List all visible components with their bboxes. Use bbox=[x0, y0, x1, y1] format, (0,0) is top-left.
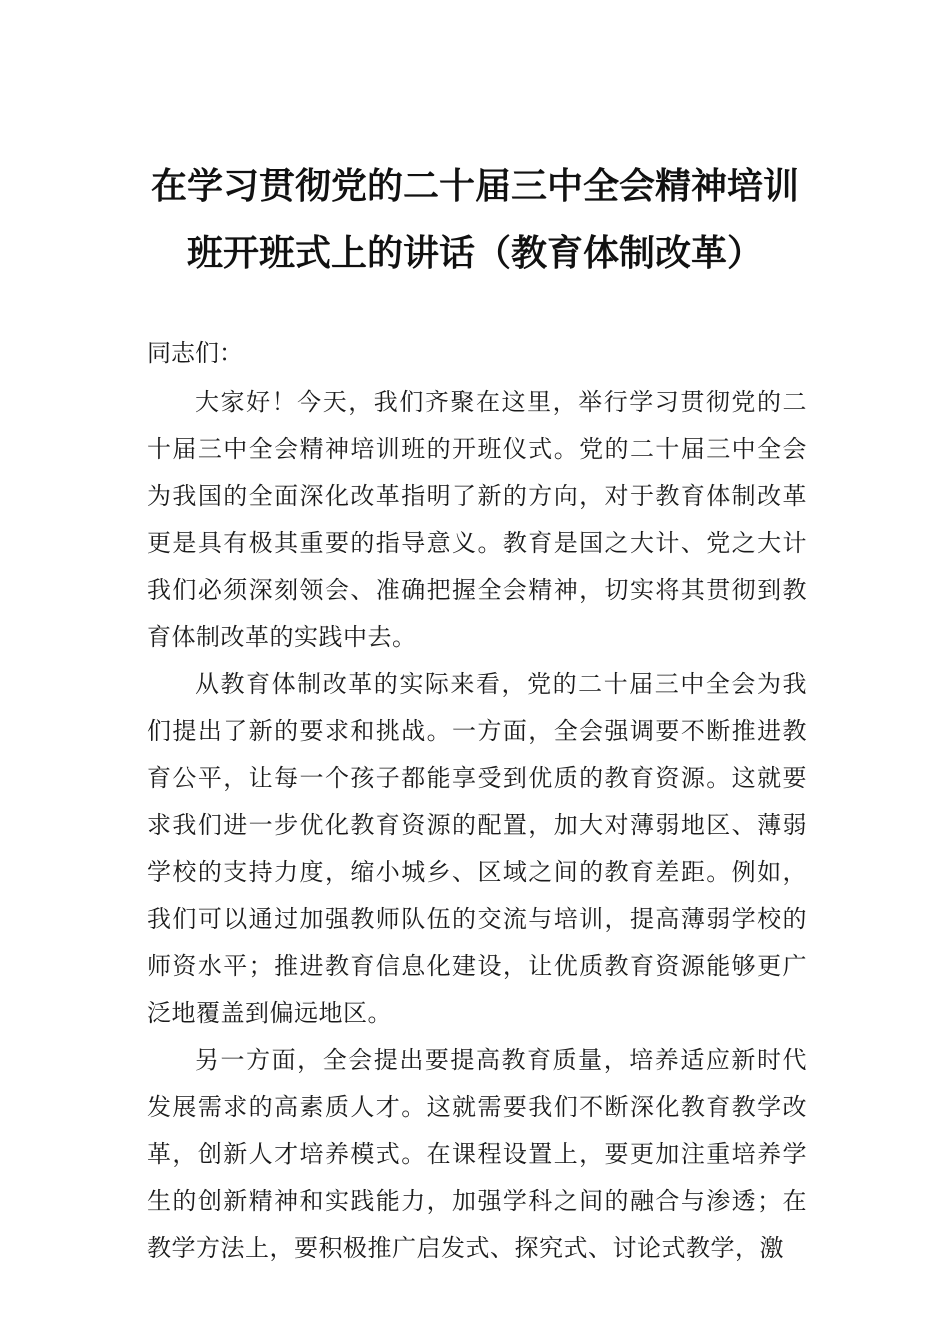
document-body bbox=[147, 379, 807, 1272]
document-title-line-2: 班开班式上的讲话（教育体制改革） bbox=[186, 232, 763, 274]
document-title-line-1: 在学习贯彻党的二十届三中全会精神培训 bbox=[150, 165, 799, 207]
paragraph-1: 大家好！今天，我们齐聚在这里，举行学习贯彻党的二十届三中全会精神培训班的开班仪式。党的二十届三中全会为我国的全面深化改革指明了新的方向，对于教育体制改革更是具有极其重要的指导意义。教育是国之大计、党之大计我们必须深刻领会、准确把握全会精神，切实将其贯彻到教育体制改革的实践中去。 bbox=[147, 388, 807, 651]
paragraph-3: 另一方面，全会提出要提高教育质量，培养适应新时代发展需求的高素质人才。这就需要我们不断深化教育教学改革，创新人才培养模式。在课程设置上，要更加注重培养学生的创新精神和实践能力，加强学科之间的融合与渗透；在教学方法上，要积极推广启发式、探究式、讨论式教学，激 bbox=[147, 1046, 807, 1262]
salutation: 同志们： bbox=[147, 339, 243, 367]
paragraph-2: 从教育体制改革的实际来看，党的二十届三中全会为我们提出了新的要求和挑战。一方面，全会强调要不断推进教育公平，让每一个孩子都能享受到优质的教育资源。这就要求我们进一步优化教育资源的配置，加大对薄弱地区、薄弱学校的支持力度，缩小城乡、区域之间的教育差距。例如，我们可以通过加强教师队伍的交流与培训，提高薄弱学校的师资水平；推进教育信息化建设，让优质教育资源能够更广泛地覆盖到偏远地区。 bbox=[147, 670, 807, 1027]
